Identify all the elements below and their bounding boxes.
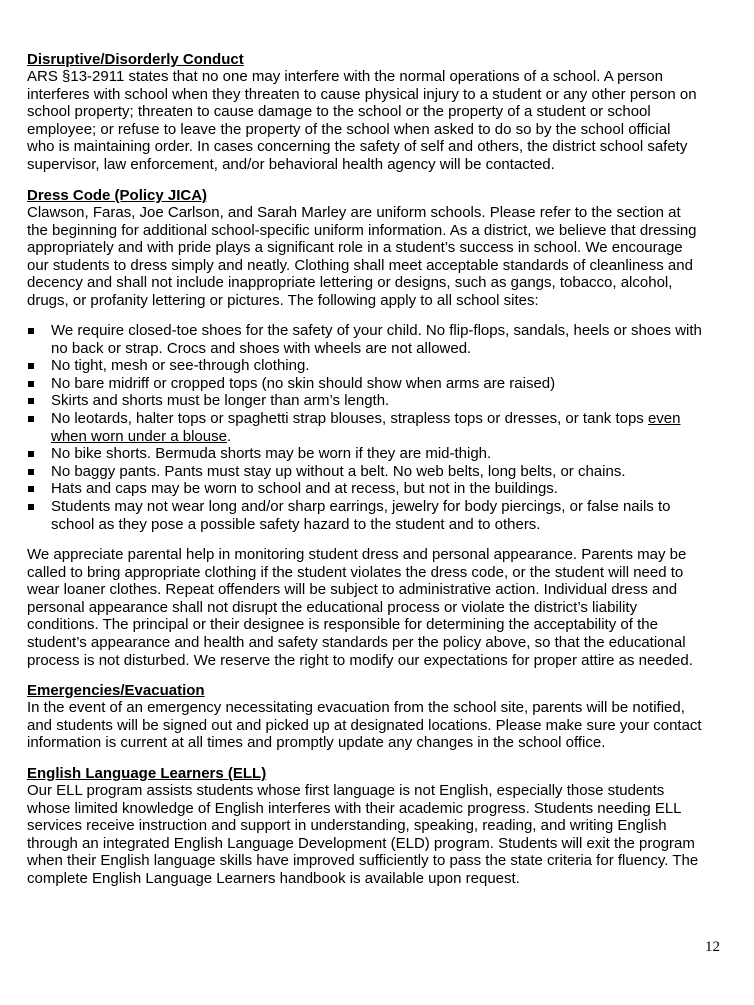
underlined-emphasis: when worn under a blouse xyxy=(51,427,227,445)
list-item xyxy=(27,480,727,498)
bullet-marker xyxy=(28,416,34,422)
list-item xyxy=(27,445,727,463)
paragraph-line: information is current at all times and promptly update any changes in the school office. xyxy=(27,734,606,752)
paragraph-line: school property; threaten to cause damage to the school or the property of a student or school xyxy=(27,103,651,121)
list-item xyxy=(27,357,727,375)
list-item-text xyxy=(51,410,727,428)
section-heading: English Language Learners (ELL) xyxy=(27,765,267,782)
paragraph-line: ARS §13-2911 states that no one may interfere with the normal operations of a school. A person xyxy=(27,68,663,85)
paragraph-line: appropriately and with pride plays a significant role in a student’s success in school. We encourage xyxy=(27,239,683,257)
bullet-marker xyxy=(28,328,34,334)
paragraph-line: student’s appearance and health and safety standards per the policy above, so that the educational xyxy=(27,633,686,651)
bullet-marker xyxy=(28,363,34,369)
paragraph-line: when their English language skills have improved sufficiently to pass the state criteria for fluency. The xyxy=(27,852,699,870)
section-heading: Dress Code (Policy JICA) xyxy=(27,187,208,204)
list-item xyxy=(27,392,727,410)
paragraph-line: Our ELL program assists students whose first language is not English, especially those students xyxy=(27,782,665,799)
paragraph-line: conditions. The principal or their designee is responsible for determining the acceptability of the xyxy=(27,616,658,634)
dress-code-bullet-list xyxy=(27,322,727,533)
section-disruptive-conduct xyxy=(27,51,727,174)
list-item-text: No baggy pants. Pants must stay up without a belt. No web belts, long belts, or chains. xyxy=(51,462,626,480)
paragraph-line: who is maintaining order. In cases concerning the safety of self and others, the district school safety xyxy=(27,138,688,156)
list-item-text: Skirts and shorts must be longer than arm’s length. xyxy=(51,392,390,410)
paragraph-line: wear loaner clothes. Repeat offenders will be subject to administrative action. Individual dress and xyxy=(27,581,678,599)
paragraph-line: personal appearance shall not disrupt the educational process or violate the district’s liability xyxy=(27,598,638,616)
list-item-text: We require closed-toe shoes for the safety of your child. No flip-flops, sandals, heels or shoes with xyxy=(51,322,702,339)
paragraph-line: complete English Language Learners handbook is available upon request. xyxy=(27,869,520,887)
list-item-text: No tight, mesh or see-through clothing. xyxy=(51,357,310,375)
paragraph-line: decency and shall not include inappropriate lettering or designs, such as gangs, tobacco, alcohol, xyxy=(27,274,673,292)
paragraph-line: In the event of an emergency necessitating evacuation from the school site, parents will be notified, xyxy=(27,699,685,716)
section-emergencies-evacuation xyxy=(27,682,727,752)
paragraph-line: We appreciate parental help in monitoring student dress and personal appearance. Parents may be xyxy=(27,546,687,563)
paragraph-line: process is not disturbed. We reserve the right to modify our expectations for proper attire as needed. xyxy=(27,651,693,669)
list-item-text xyxy=(51,428,727,446)
paragraph-line: Clawson, Faras, Joe Carlson, and Sarah Marley are uniform schools. Please refer to the section at xyxy=(27,204,681,221)
list-item xyxy=(27,463,727,481)
paragraph-line: interferes with school when they threaten to cause physical injury to a student or any other person on xyxy=(27,85,697,103)
list-item-text: school as they pose a possible safety hazard to the student and to others. xyxy=(51,515,541,533)
paragraph-line: the beginning for additional school-specific uniform information. As a district, we believe that dressing xyxy=(27,221,697,239)
section-heading: Emergencies/Evacuation xyxy=(27,682,205,699)
list-item-text: No bare midriff or cropped tops (no skin should show when arms are raised) xyxy=(51,374,556,392)
list-item-text: No bike shorts. Bermuda shorts may be worn if they are mid-thigh. xyxy=(51,445,492,463)
paragraph-line: and students will be signed out and picked up at designated locations. Please make sure your contact xyxy=(27,716,702,734)
page-number: 12 xyxy=(705,939,720,955)
bullet-marker xyxy=(28,451,34,457)
underlined-emphasis: even xyxy=(647,409,681,427)
section-english-language-learners xyxy=(27,765,727,888)
list-item xyxy=(27,410,727,445)
paragraph-line: through an integrated English Language Development (ELD) program. Students will exit the program xyxy=(27,834,695,852)
paragraph-line: whose limited knowledge of English interferes with their academic progress. Students needing ELL xyxy=(27,799,682,817)
list-item xyxy=(27,322,727,357)
bullet-marker xyxy=(28,504,34,510)
list-item-text: Hats and caps may be worn to school and at recess, but not in the buildings. xyxy=(51,480,558,498)
bullet-marker xyxy=(28,469,34,475)
paragraph-line: drugs, or profanity lettering or pictures. The following apply to all school sites: xyxy=(27,291,539,309)
section-dress-code xyxy=(27,187,727,310)
list-item-text: no back or strap. Crocs and shoes with wheels are not allowed. xyxy=(51,339,472,357)
bullet-marker xyxy=(28,486,34,492)
list-item-text: Students may not wear long and/or sharp earrings, jewelry for body piercings, or false nails to xyxy=(51,497,671,515)
paragraph-line: supervisor, law enforcement, and/or behavioral health agency will be contacted. xyxy=(27,155,555,173)
list-item xyxy=(27,498,727,533)
paragraph-line: our students to dress simply and neatly. Clothing shall meet acceptable standards of cleanliness and xyxy=(27,256,693,274)
paragraph-line: services receive instruction and support in understanding, speaking, reading, and writing English xyxy=(27,817,667,835)
paragraph-line: employee; or refuse to leave the property of the school when asked to do so by the school official xyxy=(27,120,671,138)
list-item-text-part: . xyxy=(226,427,232,445)
list-item xyxy=(27,375,727,393)
section-heading: Disruptive/Disorderly Conduct xyxy=(27,51,244,68)
bullet-marker xyxy=(28,381,34,387)
bullet-marker xyxy=(28,398,34,404)
paragraph-line: called to bring appropriate clothing if the student violates the dress code, or the student will need to xyxy=(27,563,684,581)
list-item-text-part: No leotards, halter tops or spaghetti strap blouses, strapless tops or dresses, or tank tops xyxy=(51,409,648,427)
dress-code-closing-paragraph xyxy=(27,546,727,669)
